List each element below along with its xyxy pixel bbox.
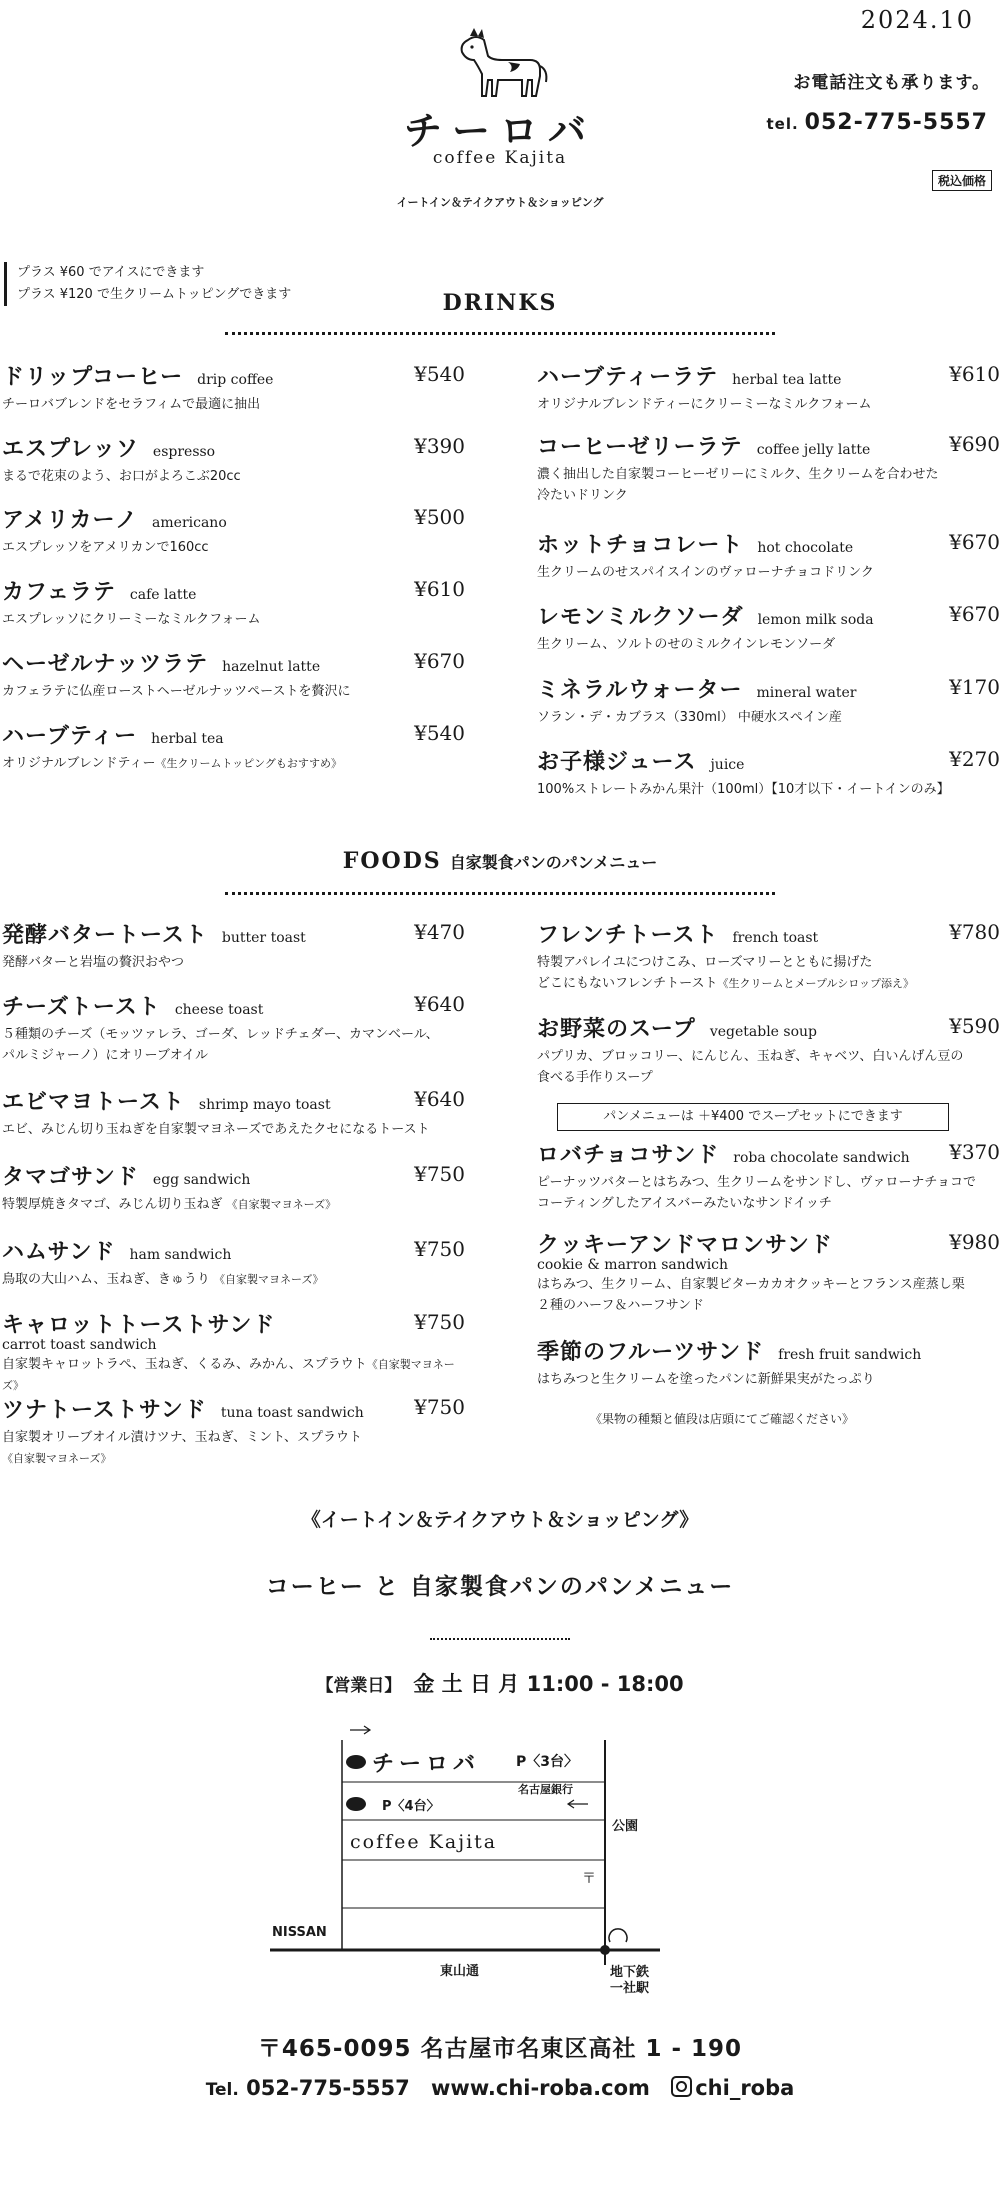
menu-item — [2, 1308, 465, 1396]
item-note: 《自家製マヨネーズ》 — [2, 1358, 455, 1392]
item-price: ¥610 — [949, 362, 1000, 386]
item-name-jp: フレンチトースト — [537, 923, 719, 948]
foods-divider — [225, 892, 775, 895]
map-parking-marker-icon — [346, 1797, 366, 1811]
options-note-cream: プラス ¥120 で生クリームトッピングできます — [17, 287, 292, 302]
item-name-en: egg sandwich — [152, 1172, 251, 1188]
access-map — [270, 1720, 690, 2010]
footer-tel[interactable]: 052-775-5557 — [246, 2076, 410, 2100]
foods-title: FOODS — [342, 848, 442, 874]
hours-value: 金 土 日 月 11:00 - 18:00 — [413, 1672, 684, 1696]
foods-section-title — [0, 848, 1000, 874]
map-parking-4: P〈4台〉 — [382, 1799, 440, 1814]
item-note: 《自家製マヨネーズ》 — [2, 1452, 112, 1465]
item-price: ¥670 — [414, 649, 465, 673]
options-note-ice: プラス ¥60 でアイスにできます — [17, 265, 205, 280]
item-price: ¥750 — [414, 1162, 465, 1186]
item-description-text: 特製厚焼きタマゴ、みじん切り玉ねぎ — [2, 1197, 223, 1212]
item-name-en: hazelnut latte — [222, 659, 321, 675]
item-name-jp: ハーブティーラテ — [537, 365, 719, 390]
menu-item — [2, 1160, 465, 1215]
item-price: ¥640 — [414, 1087, 465, 1111]
item-name-jp: 季節のフルーツサンド — [537, 1340, 765, 1365]
item-name-jp: クッキーアンドマロンサンド — [537, 1233, 833, 1258]
item-name-en: carrot toast sandwich — [2, 1337, 157, 1353]
item-name-jp: エスプレッソ — [2, 437, 139, 462]
item-name-en: fresh fruit sandwich — [778, 1347, 922, 1363]
item-name-jp: ドリップコーヒー — [2, 365, 184, 390]
item-description: エビ、みじん切り玉ねぎを自家製マヨネーズであえたクセになるトースト — [2, 1122, 430, 1137]
item-name-jp: ハーブティー — [2, 724, 138, 749]
item-description: 100%ストレートみかん果汁（100ml）【10才以下・イートインのみ】 — [537, 782, 950, 797]
fruit-note: 《果物の種類と値段は店頭にてご確認ください》 — [590, 1412, 855, 1426]
footer-tel-prefix: Tel. — [205, 2080, 239, 2100]
map-arrow-icon — [568, 1800, 588, 1808]
menu-item — [537, 1335, 1000, 1390]
menu-item — [537, 1138, 1000, 1214]
item-name-jp: アメリカーノ — [2, 508, 139, 533]
item-note: 《生クリームとメープルシロップ添え》 — [717, 977, 915, 990]
footer-divider — [430, 1638, 570, 1640]
item-name-en: mineral water — [756, 685, 857, 701]
map-street-label: 東山通 — [440, 1964, 480, 1979]
item-name-en: lemon milk soda — [757, 612, 874, 628]
item-description-text: 鳥取の大山ハム、玉ねぎ、きゅうり — [2, 1272, 210, 1287]
item-name-en: cookie & marron sandwich — [537, 1257, 729, 1273]
soup-set-note: パンメニューは ＋¥400 でスープセットにできます — [557, 1103, 949, 1131]
contact-line — [0, 2076, 1000, 2100]
item-description: エスプレッソをアメリカンで160cc — [2, 540, 209, 555]
item-price: ¥670 — [949, 530, 1000, 554]
item-name-en: butter toast — [221, 930, 306, 946]
item-name-jp: ハムサンド — [2, 1240, 116, 1265]
item-price: ¥780 — [949, 920, 1000, 944]
item-price: ¥670 — [949, 602, 1000, 626]
item-name-jp: カフェラテ — [2, 580, 116, 605]
item-name-jp: エビマヨトースト — [2, 1090, 185, 1115]
hours-label: 【営業日】 — [316, 1676, 402, 1696]
item-price: ¥980 — [949, 1230, 1000, 1254]
store-address: 〒465-0095 名古屋市名東区高社 1 - 190 — [257, 2036, 743, 2062]
map-station-label: 地下鉄一社駅 — [610, 1965, 650, 1996]
item-description: カフェラテに仏産ローストヘーゼルナッツペーストを贅沢に — [2, 684, 351, 699]
item-price: ¥540 — [414, 721, 465, 745]
item-name-jp: お野菜のスープ — [537, 1017, 696, 1042]
item-note: 《自家製マヨネーズ》 — [214, 1273, 324, 1286]
item-description: 発酵バターと岩塩の贅沢おやつ — [2, 955, 185, 970]
tel-prefix: tel. — [766, 115, 799, 133]
drinks-section-title — [0, 290, 1000, 316]
menu-item — [537, 360, 1000, 415]
item-description: パプリカ、ブロッコリー、にんじん、玉ねぎ、キャベツ、白いんげん豆の 食べる手作りスープ — [537, 1049, 964, 1085]
item-price: ¥750 — [414, 1237, 465, 1261]
item-description: エスプレッソにクリーミーなミルクフォーム — [2, 612, 261, 627]
item-description: はちみつと生クリームを塗ったパンに新鮮果実がたっぷり — [537, 1372, 875, 1387]
footer-title: コーヒー と 自家製食パンのパンメニュー — [265, 1574, 735, 1600]
item-name-jp: ホットチョコレート — [537, 533, 744, 558]
item-price: ¥590 — [949, 1014, 1000, 1038]
item-name-jp: タマゴサンド — [2, 1165, 139, 1190]
menu-item — [2, 503, 465, 558]
map-store-marker-icon — [346, 1755, 366, 1769]
tel-number: 052-775-5557 — [804, 110, 988, 135]
menu-item — [2, 1235, 465, 1290]
item-name-jp: 発酵バタートースト — [2, 923, 208, 948]
item-description: 生クリームのせスパイスインのヴァローナチョコドリンク — [537, 565, 874, 580]
item-description-text: 特製アパレイユにつけこみ、ローズマリーとともに揚げた どこにもないフレンチトースト — [537, 955, 873, 991]
item-price: ¥270 — [949, 747, 1000, 771]
item-name-en: ham sandwich — [129, 1247, 232, 1263]
menu-item — [537, 1228, 1000, 1316]
map-arrow-icon — [350, 1726, 370, 1734]
menu-item — [537, 1012, 1000, 1088]
item-name-en: tuna toast sandwich — [220, 1405, 364, 1421]
item-description: まるで花束のよう、お口がよろこぶ20cc — [2, 469, 241, 484]
item-price: ¥500 — [414, 505, 465, 529]
item-description: チーロバブレンドをセラフィムで最適に抽出 — [2, 397, 261, 412]
instagram-handle[interactable]: chi_roba — [695, 2076, 795, 2100]
map-park-label: 公園 — [612, 1819, 639, 1834]
item-description: 生クリーム、ソルトのせのミルクインレモンソーダ — [537, 637, 836, 652]
map-parking-3: P〈3台〉 — [516, 1754, 579, 1770]
item-description: ソラン・デ・カブラス（330ml） 中硬水スペイン産 — [537, 710, 842, 725]
phone-order-note: お電話注文も承ります。 — [793, 73, 990, 93]
item-price: ¥690 — [949, 432, 1000, 456]
menu-item — [537, 528, 1000, 583]
menu-item — [2, 1393, 465, 1469]
item-name-jp: ツナトーストサンド — [2, 1398, 207, 1423]
menu-item — [537, 600, 1000, 655]
item-name-en: vegetable soup — [709, 1024, 817, 1040]
menu-item — [537, 673, 1000, 728]
menu-item — [537, 745, 1000, 800]
item-description-text: 自家製キャロットラペ、玉ねぎ、くるみ、みかん、スプラウト — [2, 1357, 367, 1372]
donkey-logo-icon — [448, 26, 552, 98]
foods-title-jp: 自家製食パンのパンメニュー — [449, 853, 658, 872]
item-description — [2, 1269, 465, 1290]
item-name-jp: キャロットトーストサンド — [2, 1313, 276, 1338]
item-note: 《自家製マヨネーズ》 — [226, 1198, 337, 1211]
item-description: 自家製オリーブオイル漬けツナ、玉ねぎ、ミント、スプラウト — [2, 1430, 362, 1445]
item-name-jp: コーヒーゼリーラテ — [537, 435, 743, 460]
map-subway-icon — [609, 1929, 627, 1942]
item-name-jp: ヘーゼルナッツラテ — [2, 652, 209, 677]
item-name-en: espresso — [152, 444, 216, 460]
item-description: 濃く抽出した自家製コーヒーゼリーにミルク、生クリームを合わせた 冷たいドリンク — [537, 467, 939, 503]
item-description: ピーナッツバターとはちみつ、生クリームをサンドし、ヴァローナチョコで コーティングしたアイスバーみたいなサンドイッチ — [537, 1175, 977, 1211]
map-bank-label: 名古屋銀行 — [518, 1783, 573, 1796]
instagram-icon — [671, 2076, 692, 2097]
item-description — [2, 1354, 465, 1396]
menu-item — [2, 990, 465, 1066]
item-note: 《生クリームトッピングもおすすめ》 — [155, 757, 343, 770]
item-price: ¥640 — [414, 992, 465, 1016]
item-name-en: americano — [152, 515, 227, 531]
item-name-jp: チーズトースト — [2, 995, 161, 1020]
map-store-name-jp: チーロバ — [372, 1751, 481, 1777]
drinks-title: DRINKS — [442, 290, 558, 316]
map-post-office-icon: 〒 — [582, 1871, 596, 1887]
item-name-en: coffee jelly latte — [756, 442, 871, 458]
menu-item — [537, 430, 1000, 506]
phone-number[interactable] — [766, 110, 988, 135]
item-description — [537, 952, 1000, 994]
map-station-marker-icon — [600, 1945, 610, 1955]
item-price: ¥170 — [949, 675, 1000, 699]
item-name-jp: お子様ジュース — [537, 750, 697, 775]
item-name-en: french toast — [732, 930, 819, 946]
item-price: ¥540 — [414, 362, 465, 386]
business-hours — [0, 1668, 1000, 1698]
item-name-en: shrimp mayo toast — [198, 1097, 331, 1113]
item-name-jp: レモンミルクソーダ — [537, 605, 744, 630]
item-description-text: オリジナルブレンドティー — [2, 756, 156, 771]
map-store-name-en: coffee Kajita — [350, 1831, 498, 1853]
drinks-divider — [225, 332, 775, 335]
item-name-en: herbal tea — [151, 731, 224, 747]
item-description: オリジナルブレンドティーにクリーミーなミルクフォーム — [537, 397, 872, 412]
menu-item — [2, 719, 465, 774]
item-price: ¥390 — [414, 434, 465, 458]
item-description: はちみつ、生クリーム、自家製ビターカカオクッキーとフランス産蒸し栗 ２種のハーフ＆ハーフサンド — [537, 1277, 965, 1313]
item-name-en: drip coffee — [197, 372, 274, 388]
footer-subtitle: 《イートイン＆テイクアウト＆ショッピング》 — [301, 1509, 699, 1531]
item-name-en: hot chocolate — [757, 540, 854, 556]
menu-date: 2024.10 — [860, 6, 974, 34]
website-link[interactable]: www.chi-roba.com — [431, 2076, 650, 2100]
item-name-en: juice — [710, 757, 745, 773]
menu-item — [2, 1085, 465, 1140]
item-price: ¥750 — [414, 1395, 465, 1419]
menu-item — [2, 647, 465, 702]
menu-item — [2, 360, 465, 415]
tax-included-badge: 税込価格 — [932, 170, 992, 191]
item-price: ¥370 — [949, 1140, 1000, 1164]
item-description — [2, 753, 465, 774]
item-name-en: cheese toast — [174, 1002, 264, 1018]
item-description: ５種類のチーズ（モッツァレラ、ゴーダ、レッドチェダー、カマンベール、 パルミジャーノ）にオリーブオイル — [2, 1027, 439, 1063]
item-price: ¥470 — [414, 920, 465, 944]
item-name-jp: ロバチョコサンド — [537, 1143, 720, 1168]
item-description — [2, 1194, 465, 1215]
item-price: ¥610 — [414, 577, 465, 601]
item-name-en: herbal tea latte — [732, 372, 842, 388]
item-name-jp: ミネラルウォーター — [537, 678, 743, 703]
brand-name-en: coffee Kajita — [432, 148, 568, 168]
header-subtitle: イートイン＆テイクアウト＆ショッピング — [396, 196, 604, 209]
item-name-en: cafe latte — [129, 587, 197, 603]
item-price: ¥750 — [414, 1310, 465, 1334]
item-name-en: roba chocolate sandwich — [733, 1150, 910, 1166]
menu-item — [537, 918, 1000, 994]
menu-item — [2, 918, 465, 973]
menu-item — [2, 432, 465, 487]
brand-name-jp: チーロバ — [403, 109, 596, 153]
map-nissan-label: NISSAN — [272, 1925, 327, 1940]
menu-item — [2, 575, 465, 630]
